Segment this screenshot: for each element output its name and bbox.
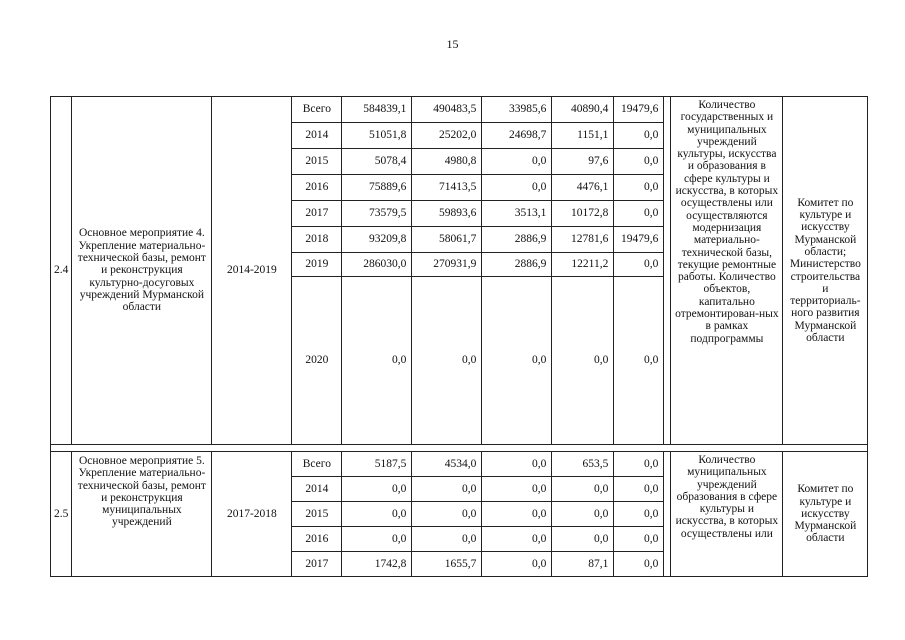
year-cell: 2017 — [292, 201, 342, 227]
value-cell: 0,0 — [482, 527, 552, 552]
value-cell: 33985,6 — [482, 97, 552, 123]
value-cell: 0,0 — [614, 277, 664, 445]
value-cell: 0,0 — [482, 149, 552, 175]
section-2-4 — [51, 97, 868, 445]
year-cell: 2020 — [292, 277, 342, 445]
value-cell: 87,1 — [552, 552, 614, 577]
value-cell: 0,0 — [552, 527, 614, 552]
year-cell: 2014 — [292, 477, 342, 502]
value-cell: 0,0 — [614, 201, 664, 227]
value-cell: 24698,7 — [482, 123, 552, 149]
year-cell: 2015 — [292, 502, 342, 527]
value-cell: 59893,6 — [412, 201, 482, 227]
year-cell: Всего — [292, 452, 342, 477]
value-cell: 5187,5 — [342, 452, 412, 477]
value-cell: 40890,4 — [552, 97, 614, 123]
value-cell: 19479,6 — [614, 97, 664, 123]
value-cell: 0,0 — [614, 477, 664, 502]
page-number: 15 — [446, 37, 459, 51]
value-cell: 0,0 — [614, 527, 664, 552]
value-cell: 0,0 — [412, 277, 482, 445]
value-cell: 0,0 — [412, 477, 482, 502]
value-cell: 653,5 — [552, 452, 614, 477]
value-cell: 0,0 — [614, 552, 664, 577]
value-cell: 73579,5 — [342, 201, 412, 227]
value-cell: 75889,6 — [342, 175, 412, 201]
section-2-5 — [51, 452, 868, 577]
value-cell: 0,0 — [614, 452, 664, 477]
value-cell: 93209,8 — [342, 227, 412, 253]
value-cell: 490483,5 — [412, 97, 482, 123]
value-cell: 0,0 — [614, 149, 664, 175]
value-cell: 0,0 — [482, 477, 552, 502]
value-cell: 0,0 — [412, 502, 482, 527]
value-cell: 286030,0 — [342, 253, 412, 277]
period: 2017-2018 — [212, 452, 292, 577]
value-cell: 71413,5 — [412, 175, 482, 201]
value-cell: 0,0 — [482, 175, 552, 201]
period: 2014-2019 — [212, 97, 292, 445]
executor-text: Комитет по культуре и искусству Мурманской области — [783, 452, 868, 577]
spacer-cell — [664, 452, 671, 577]
value-cell: 51051,8 — [342, 123, 412, 149]
value-cell: 0,0 — [614, 175, 664, 201]
value-cell: 270931,9 — [412, 253, 482, 277]
value-cell: 0,0 — [342, 502, 412, 527]
value-cell: 0,0 — [482, 552, 552, 577]
value-cell: 0,0 — [482, 277, 552, 445]
value-cell: 4980,8 — [412, 149, 482, 175]
value-cell: 4534,0 — [412, 452, 482, 477]
value-cell: 58061,7 — [412, 227, 482, 253]
value-cell: 0,0 — [342, 277, 412, 445]
program-table — [50, 96, 868, 577]
value-cell: 0,0 — [342, 527, 412, 552]
value-cell: 0,0 — [552, 277, 614, 445]
spacer-cell — [664, 97, 671, 445]
year-cell: 2016 — [292, 175, 342, 201]
value-cell: 0,0 — [482, 452, 552, 477]
value-cell: 0,0 — [342, 477, 412, 502]
year-cell: Всего — [292, 97, 342, 123]
value-cell: 1151,1 — [552, 123, 614, 149]
value-cell: 1655,7 — [412, 552, 482, 577]
value-cell: 584839,1 — [342, 97, 412, 123]
value-cell: 25202,0 — [412, 123, 482, 149]
value-cell: 1742,8 — [342, 552, 412, 577]
value-cell: 0,0 — [552, 502, 614, 527]
indicator-text: Количество муниципальных учреждений образования в сфере культуры и искусства, в которых осуществлены или — [671, 452, 783, 577]
value-cell: 97,6 — [552, 149, 614, 175]
value-cell: 2886,9 — [482, 227, 552, 253]
value-cell: 2886,9 — [482, 253, 552, 277]
value-cell: 0,0 — [412, 527, 482, 552]
value-cell: 0,0 — [614, 502, 664, 527]
section-number: 2.4 — [51, 97, 72, 445]
activity-name: Основное мероприятие 4. Укрепление материально-технической базы, ремонт и реконструкция культурно-досуговых учреждений Мурманской области — [72, 97, 212, 445]
value-cell: 0,0 — [482, 502, 552, 527]
section-number: 2.5 — [51, 452, 72, 577]
value-cell: 0,0 — [614, 253, 664, 277]
year-cell: 2017 — [292, 552, 342, 577]
value-cell: 12781,6 — [552, 227, 614, 253]
activity-name: Основное мероприятие 5. Укрепление материально-технической базы, ремонт и реконструкция муниципальных учреждений — [72, 452, 212, 577]
executor-text: Комитет по культуре и искусству Мурманской области; Министерство строительства и территориаль-ного развития Мурманской области — [783, 97, 868, 445]
section-separator — [51, 445, 868, 452]
year-cell: 2014 — [292, 123, 342, 149]
value-cell: 0,0 — [552, 477, 614, 502]
value-cell: 12211,2 — [552, 253, 614, 277]
value-cell: 3513,1 — [482, 201, 552, 227]
separator-row — [51, 445, 868, 452]
year-cell: 2018 — [292, 227, 342, 253]
value-cell: 4476,1 — [552, 175, 614, 201]
value-cell: 19479,6 — [614, 227, 664, 253]
year-cell: 2019 — [292, 253, 342, 277]
value-cell: 10172,8 — [552, 201, 614, 227]
indicator-text: Количество государственных и муниципальных учреждений культуры, искусства и образования в сфере культуры и искусства, в которых осуществлены или осуществляются модернизация материально-технической базы, текущие ремонтные работы. Количество объектов, капитально отремонтирован-ных в рамках подпрограммы — [671, 97, 783, 445]
value-cell: 5078,4 — [342, 149, 412, 175]
value-cell: 0,0 — [614, 123, 664, 149]
year-cell: 2016 — [292, 527, 342, 552]
year-cell: 2015 — [292, 149, 342, 175]
